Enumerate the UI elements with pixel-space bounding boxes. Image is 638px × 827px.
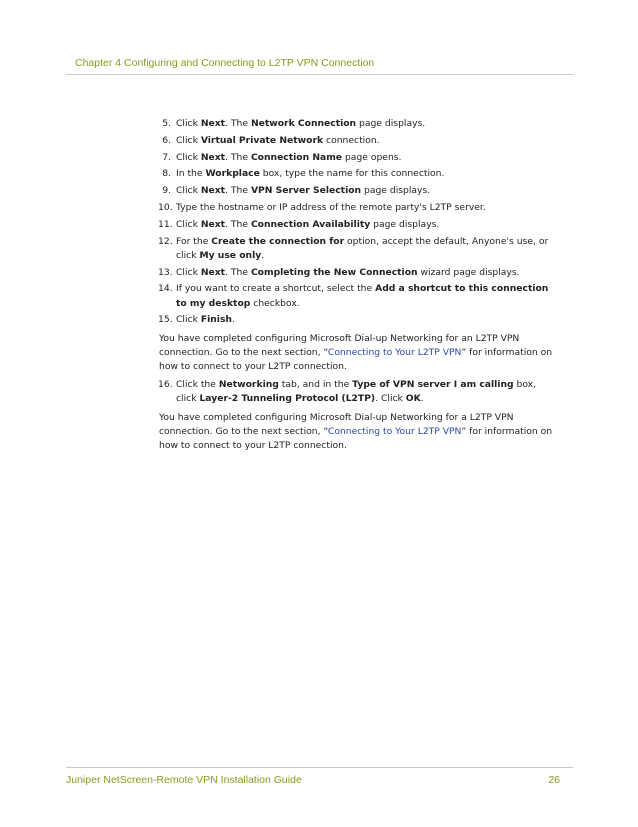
completion-paragraph-1: You have completed configuring Microsoft Dial-up Networking for an L2TP VPN connection. Go to the next section, “Connecting to Your L2TP VPN” for information on how to connect to your L2TP connection. <box>159 332 553 372</box>
header-rule <box>66 74 573 75</box>
list-item-6: 6. Click Virtual Private Network connection. <box>162 134 380 146</box>
cross-reference-link[interactable]: Connecting to Your L2TP VPN <box>327 425 462 437</box>
list-item-7: 7. Click Next. The Connection Name page opens. <box>162 151 402 163</box>
footer-rule <box>66 767 573 768</box>
list-item-13: 13. Click Next. The Completing the New Connection wizard page displays. <box>158 266 520 278</box>
list-item-8: 8. In the Workplace box, type the name for this connection. <box>162 168 445 180</box>
list-item-14: 14. If you want to create a shortcut, select the Add a shortcut to this connection to my desktop checkbox. <box>158 283 549 309</box>
guide-title: Juniper NetScreen-Remote VPN Installation Guide <box>66 774 302 786</box>
list-item-11: 11. Click Next. The Connection Availability page displays. <box>158 218 440 230</box>
list-item-9: 9. Click Next. The VPN Server Selection page displays. <box>162 185 431 197</box>
list-item-12: 12. For the Create the connection for option, accept the default, Anyone's use, or click My use only. <box>158 235 549 261</box>
page-body <box>159 117 559 457</box>
list-item-15: 15. Click Finish. <box>158 314 235 326</box>
completion-paragraph-2: You have completed configuring Microsoft Dial-up Networking for a L2TP VPN connection. Go to the next section, “Connecting to Your L2TP VPN” for information on how to connect to your L2TP connection. <box>159 411 553 451</box>
page-number: 26 <box>548 774 560 786</box>
cross-reference-link[interactable]: Connecting to Your L2TP VPN <box>327 346 462 358</box>
list-item-5: 5. Click Next. The Network Connection page displays. <box>162 118 426 129</box>
list-item-10: 10. Type the hostname or IP address of the remote party's L2TP server. <box>158 201 486 213</box>
chapter-running-head: Chapter 4 Configuring and Connecting to L2TP VPN Connection <box>75 57 375 69</box>
list-item-16: 16. Click the Networking tab, and in the Type of VPN server I am calling box, click Layer-2 Tunneling Protocol (L2TP). Click OK. <box>158 379 537 405</box>
